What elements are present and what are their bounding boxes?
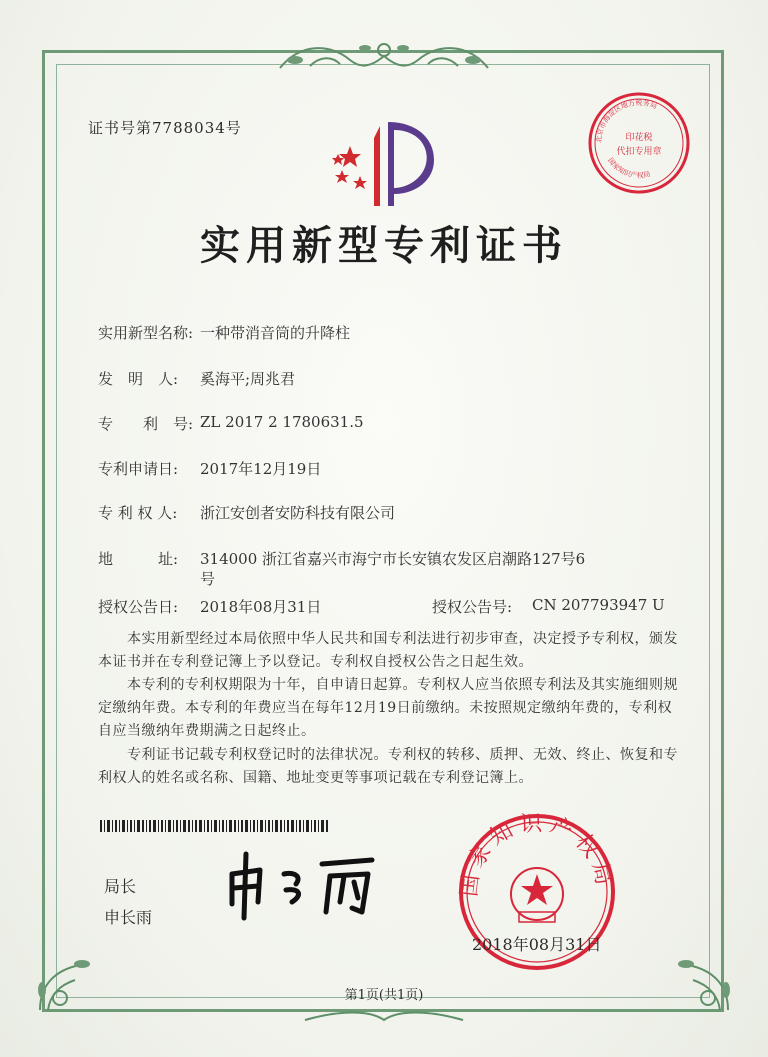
filing-date-label: 专利申请日: bbox=[98, 460, 179, 478]
cnipa-logo-icon bbox=[322, 118, 442, 210]
paragraph-1-line-1: 本实用新型经过本局依照中华人民共和国专利法进行初步审查，决定授予专利权，颁发 bbox=[98, 631, 678, 647]
patent-number-label: 专 利 号: bbox=[98, 415, 194, 433]
paragraph-3 bbox=[98, 744, 678, 790]
svg-text:北京市海淀区地方税务局: 北京市海淀区地方税务局 bbox=[594, 99, 659, 144]
patent-number-value: ZL 2017 2 1780631.5 bbox=[200, 413, 364, 431]
address-value-line2: 号 bbox=[200, 570, 216, 588]
certificate-title: 实用新型专利证书 bbox=[200, 222, 568, 269]
paragraph-1 bbox=[98, 628, 678, 674]
director-title: 局长 bbox=[104, 877, 137, 896]
paragraph-1-line-2: 本证书并在专利登记簿上予以登记。专利权自授权公告之日起生效。 bbox=[98, 654, 533, 670]
seal-date: 2018年08月31日 bbox=[472, 935, 602, 954]
paragraph-2-line-3: 自应当缴纳年费期满之日起终止。 bbox=[98, 723, 316, 739]
inventor-value: 奚海平;周兆君 bbox=[200, 370, 296, 388]
grant-date-value: 2018年08月31日 bbox=[200, 598, 322, 616]
utility-name-label: 实用新型名称: bbox=[98, 324, 194, 342]
svg-text:国家知识产权局: 国家知识产权局 bbox=[457, 812, 617, 899]
stamp-tax-seal bbox=[586, 90, 692, 196]
page-number: 第1页(共1页) bbox=[344, 988, 424, 1003]
address-value-line1: 314000 浙江省嘉兴市海宁市长安镇农发区启潮路127号6 bbox=[200, 550, 586, 568]
director-name: 申长雨 bbox=[104, 908, 153, 927]
svg-text:印花税: 印花税 bbox=[625, 133, 653, 143]
top-ornament bbox=[270, 38, 498, 82]
bottom-center-ornament bbox=[300, 1008, 468, 1030]
grant-number-label: 授权公告号: bbox=[432, 598, 513, 616]
patentee-value: 浙江安创者安防科技有限公司 bbox=[200, 504, 396, 522]
certificate-number: 证书号第7788034号 bbox=[88, 119, 242, 137]
paragraph-2 bbox=[98, 674, 678, 743]
barcode bbox=[100, 820, 330, 832]
utility-name-value: 一种带消音筒的升降柱 bbox=[200, 324, 351, 342]
svg-text:国家知识产权局: 国家知识产权局 bbox=[606, 156, 652, 180]
paragraph-3-line-2: 利权人的姓名或名称、国籍、地址变更等事项记载在专利登记簿上。 bbox=[98, 770, 533, 786]
address-label: 地 址: bbox=[98, 550, 179, 568]
handwritten-signature bbox=[222, 846, 392, 926]
paragraph-2-line-1: 本专利的专利权期限为十年，自申请日起算。专利权人应当依照专利法及其实施细则规 bbox=[98, 677, 678, 693]
grant-date-label: 授权公告日: bbox=[98, 598, 179, 616]
patentee-label: 专 利 权 人: bbox=[98, 504, 178, 522]
paragraph-3-line-1: 专利证书记载专利权登记时的法律状况。专利权的转移、质押、无效、终止、恢复和专 bbox=[98, 747, 678, 763]
grant-number-value: CN 207793947 U bbox=[532, 596, 665, 614]
paragraph-2-line-2: 定缴纳年费。本专利的年费应当在每年12月19日前缴纳。未按照规定缴纳年费的，专利权 bbox=[98, 700, 673, 716]
inventor-label: 发 明 人: bbox=[98, 370, 179, 388]
svg-text:代扣专用章: 代扣专用章 bbox=[616, 147, 662, 157]
filing-date-value: 2017年12月19日 bbox=[200, 460, 322, 478]
